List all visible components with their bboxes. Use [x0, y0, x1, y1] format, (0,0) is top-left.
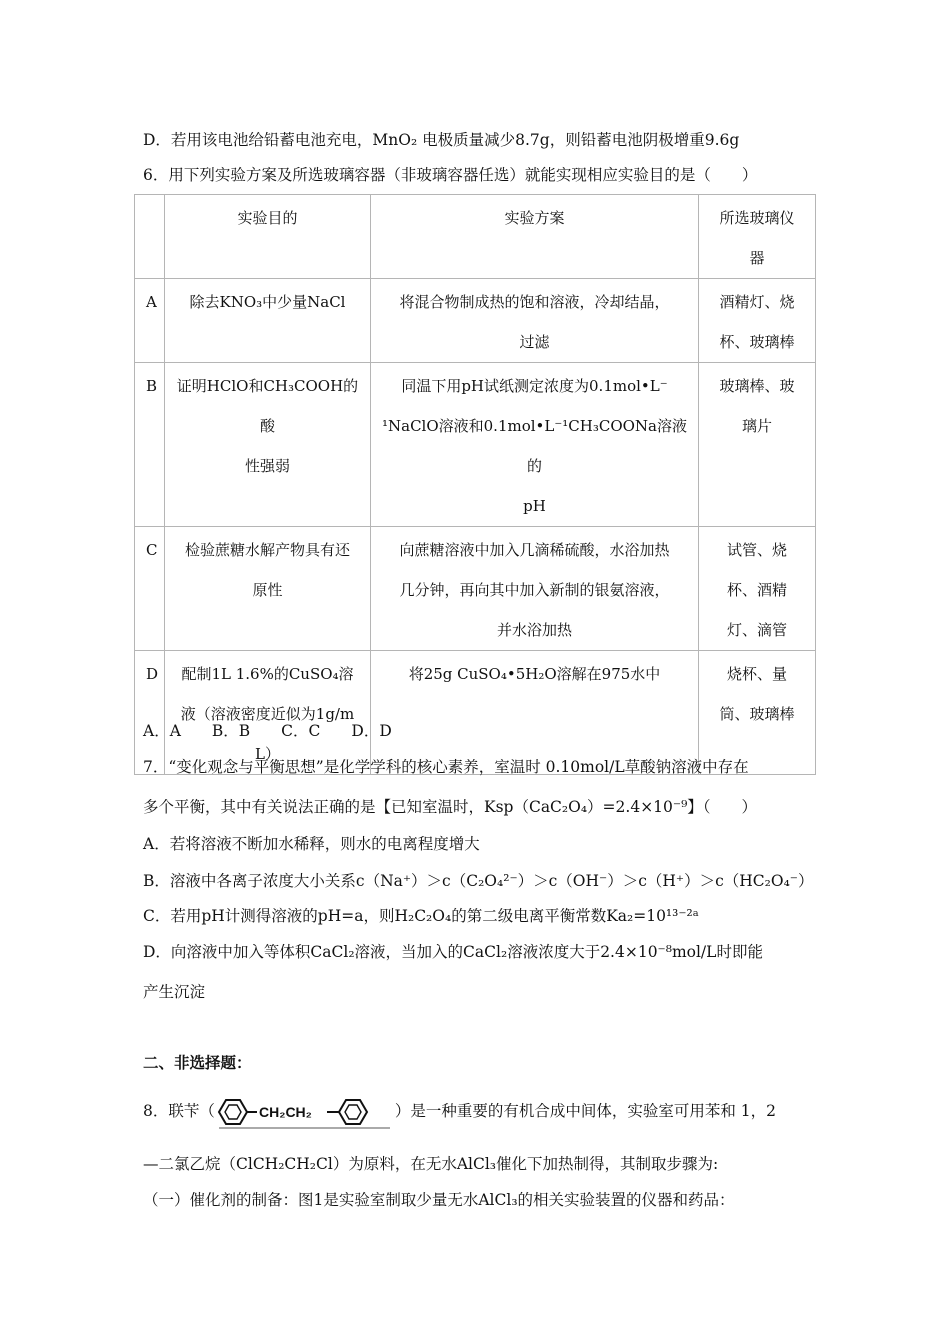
- q7-stem-line2: 多个平衡，其中有关说法正确的是【已知室温时，Ksp（CaC₂O₄）=2.4×10⁻⁹】（ ）: [143, 798, 758, 816]
- cell-line: ¹NaClO溶液和0.1mol•L⁻¹CH₃COONa溶液的: [381, 417, 687, 475]
- row-label: B: [135, 363, 165, 527]
- q8-line3: （一）催化剂的制备：图1是实验室制取少量无水AlCl₃的相关实验装置的仪器和药品：: [143, 1191, 735, 1209]
- q6-stem: 6．用下列实验方案及所选玻璃容器（非玻璃容器任选）就能实现相应实验目的是（ ）: [143, 166, 758, 184]
- header-glass-line: 所选玻璃仪: [719, 209, 795, 227]
- cell-line: 玻璃棒、玻: [719, 377, 795, 395]
- cell-line: 并水浴加热: [496, 621, 572, 639]
- cell-line: pH: [523, 497, 546, 515]
- cell-line: 除去KNO₃中少量NaCl: [189, 293, 346, 311]
- cell-line: 杯、酒精: [726, 581, 787, 599]
- cell-line: 筒、玻璃棒: [719, 705, 795, 723]
- q8-line2: —二氯乙烷（ClCH₂CH₂Cl）为原料，在无水AlCl₃催化下加热制得，其制取步骤为:: [143, 1155, 719, 1173]
- header-purpose: 实验目的: [165, 195, 371, 279]
- cell-line: 灯、滴管: [726, 621, 787, 639]
- cell-line: 过滤: [519, 333, 550, 351]
- cell-line: 液（溶液密度近似为1g/m: [180, 705, 355, 723]
- section-title: 二、非选择题：: [143, 1054, 252, 1072]
- q8-line1: [143, 1095, 776, 1129]
- row-glass: [699, 527, 816, 651]
- cell-line: 证明HClO和CH₃COOH的酸: [176, 377, 359, 435]
- q7-option-b: B．溶液中各离子浓度大小关系c（Na⁺）＞c（C₂O₄²⁻）＞c（OH⁻）＞c（H⁺）＞c（HC₂O₄⁻）: [143, 872, 814, 890]
- row-purpose: [165, 527, 371, 651]
- row-plan: [371, 363, 699, 527]
- q7-option-d-line1: D．向溶液中加入等体积CaCl₂溶液，当加入的CaCl₂溶液浓度大于2.4×10⁻⁸mol/L时即能: [143, 943, 763, 961]
- row-label: C: [135, 527, 165, 651]
- header-blank: [135, 195, 165, 279]
- q7-option-c: C．若用pH计测得溶液的pH=a，则H₂C₂O₄的第二级电离平衡常数Ka₂=10¹³⁻²ᵃ: [143, 907, 699, 925]
- row-purpose: [165, 279, 371, 363]
- cell-line: L）: [255, 745, 280, 763]
- cell-line: 原性: [252, 581, 283, 599]
- table-header-row: [135, 195, 816, 279]
- cell-line: 璃片: [741, 417, 772, 435]
- row-plan: [371, 527, 699, 651]
- q5-option-d: D．若用该电池给铅蓄电池充电，MnO₂ 电极质量减少8.7g，则铅蓄电池阴极增重9.6g: [143, 131, 740, 149]
- cell-line: 检验蔗糖水解产物具有还: [184, 541, 350, 559]
- q8-post: ）是一种重要的有机合成中间体，实验室可用苯和 1，2: [394, 1102, 777, 1120]
- q7-stem-line1: 7．“变化观念与平衡思想”是化学学科的核心素养，室温时 0.10mol/L草酸钠溶液中存在: [143, 758, 749, 776]
- table-row: [135, 363, 816, 527]
- table-row: [135, 279, 816, 363]
- row-label: A: [135, 279, 165, 363]
- cell-line: 同温下用pH试纸测定浓度为0.1mol•L⁻: [401, 377, 668, 395]
- q7-option-d-line2: 产生沉淀: [143, 983, 206, 1001]
- header-plan: 实验方案: [371, 195, 699, 279]
- cell-line: 几分钟，再向其中加入新制的银氨溶液，: [399, 581, 670, 599]
- cell-line: 性强弱: [244, 457, 290, 475]
- header-glass: [699, 195, 816, 279]
- row-glass: [699, 363, 816, 527]
- bibenzyl-structure: [215, 1095, 395, 1129]
- cell-line: 将混合物制成热的饱和溶液，冷却结晶，: [399, 293, 670, 311]
- cell-line: 试管、烧: [726, 541, 787, 559]
- cell-line: 配制1L 1.6%的CuSO₄溶: [181, 665, 354, 683]
- row-label: D: [135, 651, 165, 775]
- q6-options: A．A B．B C．C D．D: [143, 722, 392, 740]
- header-glass-line: 器: [749, 249, 765, 267]
- cell-line: 向蔗糖溶液中加入几滴稀硫酸，水浴加热: [399, 541, 670, 559]
- q7-option-a: A．若将溶液不断加水稀释，则水的电离程度增大: [143, 835, 480, 853]
- row-plan: [371, 279, 699, 363]
- cell-line: 杯、玻璃棒: [719, 333, 795, 351]
- row-purpose: [165, 363, 371, 527]
- table-row: [135, 527, 816, 651]
- q6-table: [134, 194, 816, 775]
- cell-line: 烧杯、量: [726, 665, 787, 683]
- structure-label: CH₂CH₂: [258, 1104, 312, 1120]
- q8-pre: 8．联苄（: [143, 1102, 215, 1120]
- cell-line: 将25g CuSO₄•5H₂O溶解在975水中: [408, 665, 661, 683]
- cell-line: 酒精灯、烧: [719, 293, 795, 311]
- row-glass: [699, 279, 816, 363]
